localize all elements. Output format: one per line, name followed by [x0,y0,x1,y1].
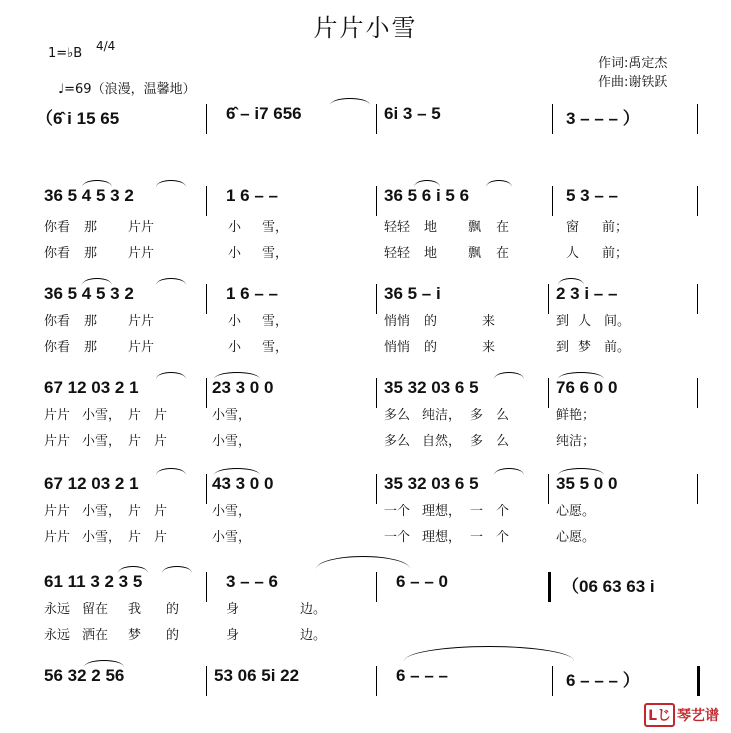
lyric: 地 [424,246,438,261]
lyric: 心愿。 [556,504,596,519]
lyric: 的 [166,628,180,643]
measure: 35 32 03 6 5 [384,378,479,397]
lyric: 永远 [44,628,71,643]
slur [156,278,186,285]
lyric: 理想， [422,504,462,519]
slur [214,372,260,379]
slur [82,278,112,285]
slur [156,180,186,187]
lyric: 到 [556,314,570,329]
composer-credit: 作曲:谢铁跃 [598,75,668,90]
measure: 5 3 – – [566,186,618,205]
lyric-line-2 [0,624,731,644]
lyric: 小 [228,340,242,355]
lyric-line-2 [0,242,731,262]
tempo-marking: ♩=69（浪漫，温馨地） [58,82,196,97]
measure: 6 – – – ） [566,671,640,690]
lyric: 前。 [604,340,631,355]
slur [486,180,512,187]
measure: 6̂ – i7 656 [226,104,302,123]
slur [118,566,148,573]
slur [494,372,524,379]
lyric: 轻轻 [384,220,411,235]
tie [316,556,410,569]
measure: 36 5 4 5 3 2 [44,186,134,205]
lyric-line-1 [0,598,731,618]
slur [214,468,260,475]
lyric: 窗 [566,220,580,235]
lyric: 悄悄 [384,314,411,329]
measure: 36 5 6 i 5 6 [384,186,470,205]
lyric: 的 [424,340,438,355]
lyric: 的 [166,602,180,617]
lyric: 小雪， [82,408,122,423]
lyric: 永远 [44,602,71,617]
lyric: 前； [602,220,629,235]
lyric: 片 [128,530,142,545]
measure: 1 6 – – [226,186,278,205]
barline [552,666,553,696]
measure: 3 – – 6 [226,572,278,591]
lyric: 间。 [604,314,631,329]
measure: 1 6 – – [226,284,278,303]
measure: 6 – – – [396,666,448,685]
lyric-line-1 [0,310,731,330]
lyric: 片片 [128,220,155,235]
barline [697,186,698,216]
lyric: 身 [226,602,240,617]
lyric: 片片 [44,434,71,449]
lyric: 轻轻 [384,246,411,261]
lyric: 留在 [82,602,109,617]
lyric: 你看 [44,314,71,329]
lyricist-credit: 作词:禹定杰 [598,56,668,71]
lyric: 片片 [128,314,155,329]
barline [376,104,377,134]
lyric: 一 [470,504,484,519]
lyric: 小雪， [212,530,252,545]
measure: 6i 3 – 5 [384,104,441,123]
barline [206,666,207,696]
lyric: 来 [482,340,496,355]
lyric: 片 [128,434,142,449]
lyric-line-1 [0,216,731,236]
lyric: 你看 [44,340,71,355]
lyric-line-2 [0,336,731,356]
lyric: 身 [226,628,240,643]
lyric: 你看 [44,246,71,261]
slur [84,660,124,667]
measure: （06 63 63 i [562,577,655,596]
lyric: 人 [566,246,580,261]
lyric: 小 [228,220,242,235]
slur [558,468,604,475]
lyric: 多 [470,434,484,449]
slur [558,372,604,379]
logo-icon: Lじ [644,703,675,727]
lyric: 前； [602,246,629,261]
lyric: 那 [84,220,98,235]
lyric: 多么 [384,434,411,449]
lyric: 纯洁， [422,408,462,423]
measure: 2 3 i – – [556,284,618,303]
lyric-line-2 [0,430,731,450]
measure: 3 – – – ） [566,109,640,128]
lyric: 理想， [422,530,462,545]
slur [156,372,186,379]
lyric: 小雪， [82,530,122,545]
lyric: 那 [84,340,98,355]
lyric: 雪， [262,246,289,261]
lyric: 悄悄 [384,340,411,355]
slur [82,180,112,187]
final-barline [697,666,700,696]
watermark-text: 琴艺谱 [677,708,719,724]
lyric: 雪， [262,314,289,329]
lyric: 片片 [44,408,71,423]
lyric: 梦 [128,628,142,643]
lyric: 小雪， [212,408,252,423]
measure: 35 32 03 6 5 [384,474,479,493]
lyric: 片 [154,504,168,519]
lyric: 地 [424,220,438,235]
lyric: 个 [496,504,510,519]
lyric-line-1 [0,404,731,424]
lyric: 雪， [262,220,289,235]
lyric: 到 [556,340,570,355]
lyric: 在 [496,246,510,261]
lyric: 小雪， [212,504,252,519]
time-signature: 4/4 [96,39,116,53]
measure: 6 – – 0 [396,572,448,591]
barline [206,104,207,134]
lyric: 片 [154,408,168,423]
measure: 61 11 3 2 3 5 [44,572,143,591]
measure: 36 5 4 5 3 2 [44,284,134,303]
measure: 53 06 5i 22 [214,666,300,685]
barline [376,186,377,216]
lyric: 雪， [262,340,289,355]
lyric: 飘 [468,246,482,261]
lyric: 鲜艳； [556,408,596,423]
lyric: 飘 [468,220,482,235]
measure: 76 6 0 0 [556,378,618,397]
lyric: 纯洁； [556,434,596,449]
lyric: 边。 [300,602,327,617]
lyric: 片 [154,434,168,449]
barline [376,666,377,696]
lyric: 片 [128,504,142,519]
lyric: 么 [496,408,510,423]
lyric: 自然， [422,434,462,449]
site-watermark [644,703,719,727]
lyric: 小 [228,314,242,329]
lyric: 梦 [578,340,592,355]
slur [330,98,370,105]
lyric: 边。 [300,628,327,643]
lyric: 小 [228,246,242,261]
lyric: 你看 [44,220,71,235]
barline [206,186,207,216]
measure: 67 12 03 2 1 [44,378,139,397]
lyric: 的 [424,314,438,329]
measure: 35 5 0 0 [556,474,618,493]
lyric: 来 [482,314,496,329]
slur [494,468,524,475]
slur [156,468,186,475]
lyric: 小雪， [82,504,122,519]
measure: （6̂ i 15 65 [36,109,120,128]
tie [404,646,574,661]
measure: 56 32 2 56 [44,666,125,685]
barline [552,104,553,134]
measure: 43 3 0 0 [212,474,274,493]
lyric-line-1 [0,500,731,520]
lyric: 在 [496,220,510,235]
lyric: 一个 [384,504,411,519]
lyric: 片片 [44,530,71,545]
lyric: 心愿。 [556,530,596,545]
lyric: 我 [128,602,142,617]
lyric: 多么 [384,408,411,423]
key-signature: 1=♭B [48,46,83,61]
barline [697,104,698,134]
lyric: 那 [84,314,98,329]
lyric: 小雪， [82,434,122,449]
slur [162,566,192,573]
lyric: 洒在 [82,628,109,643]
lyric: 片片 [44,504,71,519]
lyric: 片片 [128,246,155,261]
lyric: 片 [128,408,142,423]
lyric: 小雪， [212,434,252,449]
lyric: 多 [470,408,484,423]
lyric: 片片 [128,340,155,355]
lyric: 片 [154,530,168,545]
lyric: 人 [578,314,592,329]
lyric: 个 [496,530,510,545]
lyric: 一 [470,530,484,545]
measure: 36 5 – i [384,284,441,303]
measure: 67 12 03 2 1 [44,474,139,493]
lyric: 么 [496,434,510,449]
measure: 23 3 0 0 [212,378,274,397]
lyric: 一个 [384,530,411,545]
slur [558,278,584,285]
slur [414,180,440,187]
lyric: 那 [84,246,98,261]
song-title: 片片小雪 [313,14,418,42]
lyric-line-2 [0,526,731,546]
barline [552,186,553,216]
